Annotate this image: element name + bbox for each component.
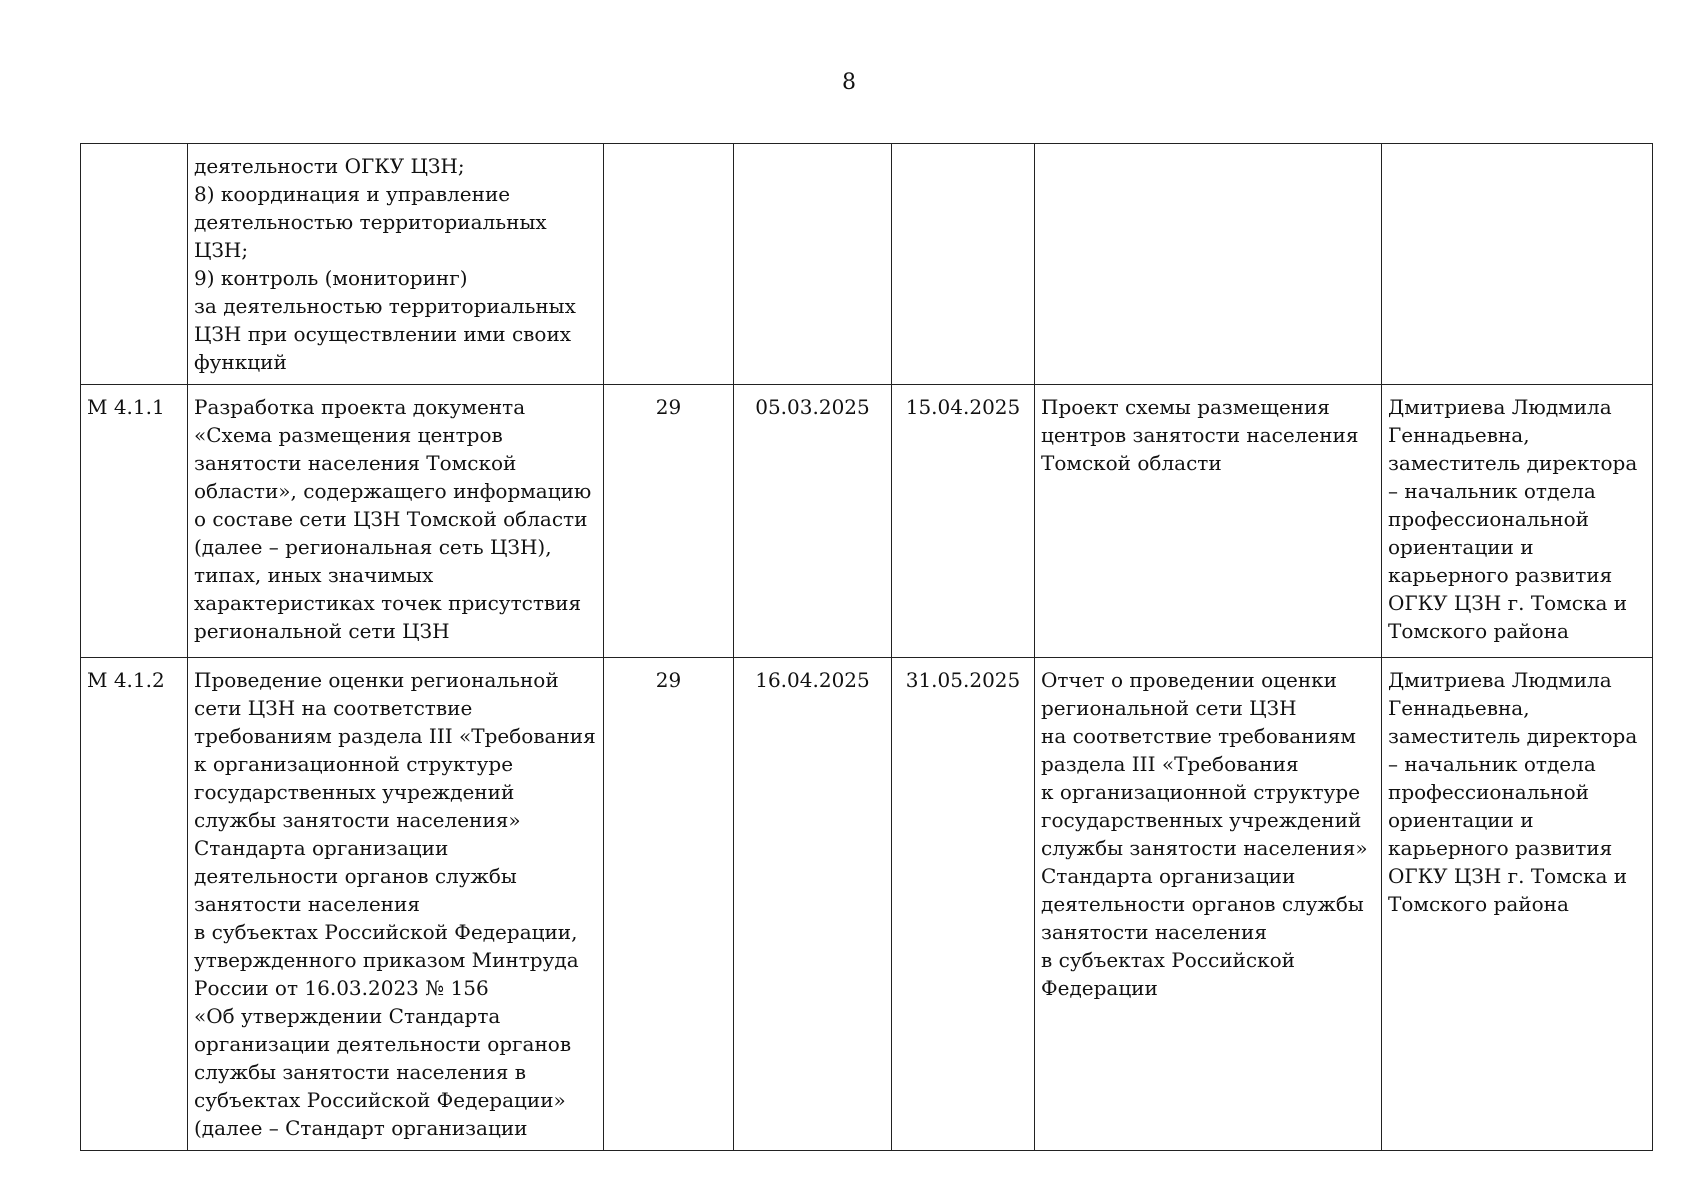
- cell-code: [81, 144, 188, 385]
- cell-start-date: [734, 144, 892, 385]
- cell-code: М 4.1.1: [81, 385, 188, 658]
- table-row: [81, 385, 1653, 658]
- cell-start-date: 16.04.2025: [734, 658, 892, 1151]
- cell-number: [604, 144, 734, 385]
- cell-description: Разработка проекта документа «Схема размещения центров занятости населения Томской области», содержащего информацию о составе сети ЦЗН Томской области (далее – региональная сеть ЦЗН), типах, иных значимых характеристиках точек присутствия региональной сети ЦЗН: [188, 385, 604, 658]
- cell-end-date: [892, 144, 1035, 385]
- cell-end-date: 31.05.2025: [892, 658, 1035, 1151]
- cell-result: Отчет о проведении оценки региональной сети ЦЗН на соответствие требованиям раздела III «Требования к организационной структуре государственных учреждений службы занятости населения» Стандарта организации деятельности органов службы занятости населения в субъектах Российской Федерации: [1035, 658, 1382, 1151]
- page-number: 8: [842, 70, 856, 95]
- cell-end-date: 15.04.2025: [892, 385, 1035, 658]
- cell-number: 29: [604, 658, 734, 1151]
- table-row: [81, 144, 1653, 385]
- cell-number: 29: [604, 385, 734, 658]
- cell-start-date: 05.03.2025: [734, 385, 892, 658]
- cell-responsible: Дмитриева Людмила Геннадьевна, заместитель директора – начальник отдела профессиональной ориентации и карьерного развития ОГКУ ЦЗН г. Томска и Томского района: [1382, 658, 1653, 1151]
- cell-result: Проект схемы размещения центров занятости населения Томской области: [1035, 385, 1382, 658]
- cell-description: деятельности ОГКУ ЦЗН; 8) координация и управление деятельностью территориальных ЦЗН; 9) контроль (мониторинг) за деятельностью территориальных ЦЗН при осуществлении ими своих функций: [188, 144, 604, 385]
- cell-description: Проведение оценки региональной сети ЦЗН на соответствие требованиям раздела III «Требования к организационной структуре государственных учреждений службы занятости населения» Стандарта организации деятельности органов службы занятости населения в субъектах Российской Федерации, утвержденного приказом Минтруда России от 16.03.2023 № 156 «Об утверждении Стандарта организации деятельности органов службы занятости населения в субъектах Российской Федерации» (далее – Стандарт организации: [188, 658, 604, 1151]
- cell-responsible: [1382, 144, 1653, 385]
- cell-result: [1035, 144, 1382, 385]
- cell-responsible: Дмитриева Людмила Геннадьевна, заместитель директора – начальник отдела профессиональной ориентации и карьерного развития ОГКУ ЦЗН г. Томска и Томского района: [1382, 385, 1653, 658]
- plan-table: [80, 143, 1653, 1151]
- table-row: [81, 658, 1653, 1151]
- cell-code: М 4.1.2: [81, 658, 188, 1151]
